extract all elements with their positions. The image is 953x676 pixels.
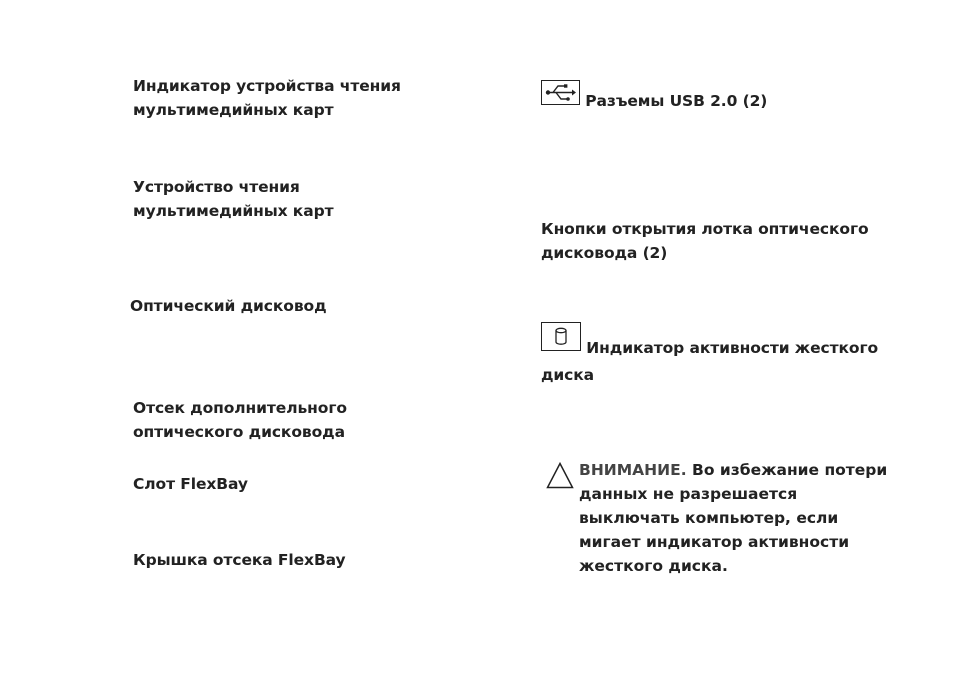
hdd-activity-label: Индикатор активности жесткого диска <box>541 339 879 384</box>
hard-drive-icon <box>541 322 581 351</box>
warning-lead: ВНИМАНИЕ. <box>579 461 687 479</box>
card-reader-label: Устройство чтения мультимедийных карт <box>133 178 334 220</box>
eject-buttons-label: Кнопки открытия лотка оптического дисковода (2) <box>541 220 869 262</box>
usb-ports-item <box>541 80 921 110</box>
optional-optical-bay-label: Отсек дополнительного оптического дисковода <box>133 399 347 441</box>
flexbay-cover-label: Крышка отсека FlexBay <box>133 551 346 569</box>
hdd-activity-item <box>541 322 881 384</box>
flexbay-slot-label: Слот FlexBay <box>133 475 248 493</box>
usb-icon <box>541 80 580 105</box>
card-reader-indicator-label: Индикатор устройства чтения мультимедийных карт <box>133 77 401 119</box>
warning-text <box>579 458 889 578</box>
warning-body: Во избежание потери данных не разрешается выключать компьютер, если мигает индикатор активности жесткого диска. <box>579 461 888 575</box>
usb-ports-label: Разъемы USB 2.0 (2) <box>585 92 768 110</box>
optical-drive-label: Оптический дисковод <box>130 297 327 315</box>
warning-triangle-icon <box>546 462 574 493</box>
